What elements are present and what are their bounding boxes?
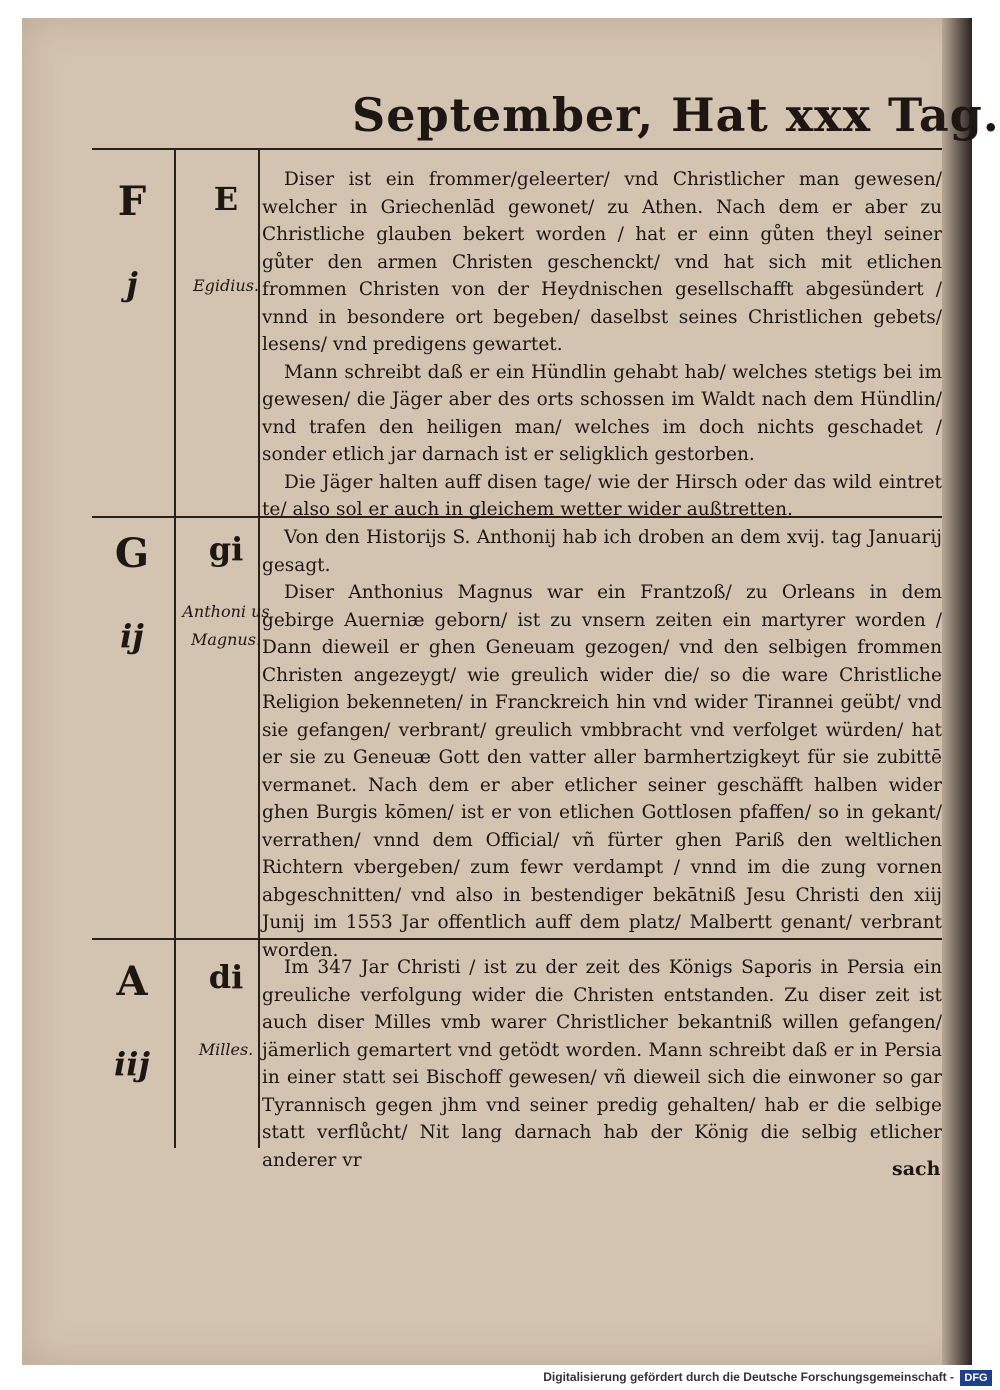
day-number: j xyxy=(126,265,138,303)
day-number: iij xyxy=(114,1045,150,1083)
saint-column-3 xyxy=(180,958,272,1064)
saint-name: Egidius. xyxy=(193,276,259,295)
saint-column-1 xyxy=(180,180,272,300)
page-sheet xyxy=(22,18,1000,1365)
rule-top xyxy=(92,148,942,150)
letter: A xyxy=(116,958,148,1005)
saint-name: Milles. xyxy=(198,1040,254,1059)
letter: F xyxy=(117,178,147,225)
paragraph: Mann schreibt daß er ein Hündlin gehabt hab/ welches stetigs bei im gewesen/ die Jäger aber des orts schossen im Waldt nach dem Hündlin/ vnd trafen den heiligen man/ welches im doch nichts geschadet / sonder etlich jar darnach ist er seligklich gestorben. xyxy=(262,361,942,465)
paragraph: Im 347 Jar Christi / ist zu der zeit des Königs Saporis in Persia ein greuliche verfolgung wider die Christen entstanden. Zu diser zeit ist auch diser Milles vmb warer Christlicher bekantniß willen gefangen/ jämerlich gemartert vnd getödt worden. Mann schreibt daß er in Persia in einer statt sei Bischoff gewesen/ vñ dieweil sich die einwoner so gar Tyrannisch gegen jhm vnd seiner predig gehalten/ hab er die selbige statt verflůcht/ Nit lang darnach hab der König die selbig etlicher anderer vr xyxy=(262,957,942,1171)
dominical-letter-1 xyxy=(92,178,172,303)
paragraph: Von den Historijs S. Anthonij hab ich droben an dem xvij. tag Januarij gesagt. xyxy=(262,527,942,576)
dfg-logo-icon: DFG xyxy=(960,1370,992,1386)
saint-name: Anthoni us Magnus. xyxy=(182,602,270,649)
entry-text-3 xyxy=(262,954,942,1174)
saint-initial: di xyxy=(208,958,244,996)
book-gutter xyxy=(942,18,972,1365)
paragraph: Die Jäger halten auff disen tage/ wie der Hirsch oder das wild eintret te/ also sol er auch in gleichem wetter wider außtretten. xyxy=(262,471,942,520)
dominical-letter-3 xyxy=(92,958,172,1083)
column-rule-1 xyxy=(174,148,176,1148)
entry-text-1 xyxy=(262,166,942,524)
saint-initial: gi xyxy=(208,530,244,568)
paragraph: Diser ist ein frommer/geleerter/ vnd Christlicher man gewesen/ welcher in Griechenlād gewonet/ zu Athen. Nach dem er aber zu Christliche glauben bekert worden / hat er einn gůten theyl seiner gůter den armen Christen geschenckt/ vnd hat sich mit etlichen frommen Christen von der Heydnischen gesellschafft abgesündert / vnnd in besondere ort begeben/ daselbst seines Christlichen gebets/ lesens/ vnd predigens gewartet. xyxy=(262,169,942,355)
digitization-footer xyxy=(0,1367,1000,1390)
catchword: sach xyxy=(892,1158,941,1180)
letter: G xyxy=(114,530,150,577)
day-number: ij xyxy=(120,617,144,655)
dominical-letter-2 xyxy=(92,530,172,655)
page-title: September, Hat xxx Tag. xyxy=(352,88,1000,142)
paragraph: Diser Anthonius Magnus war ein Frantzoß/ zu Orleans in dem gebirge Auerniæ geborn/ ist zu vnsern zeiten ein martyrer worden / Dann dieweil er ghen Geneuam gezogen/ vnd den selbigen frommen Christen angezeygt/ wie greulich wider die/ so die ware Christliche Religion bekenneten/ in Franckreich hin vnd wider Tirannei geübt/ vnd sie gefangen/ verbrant/ greulich vmbbracht vnd verfolget würden/ hat er sie zu Geneuæ Gott den vatter aller barmhertzigkeyt für sie zubittē vermanet. Nach dem er aber etlicher seiner geschäfft halben wider ghen Burgis kōmen/ ist er von etlichen Gottlosen pfaffen/ so in gekant/ verrathen/ vnnd dem Official/ vñ fürter ghen Pariß den weltlichen Richtern vbergeben/ zum fewr verdampt / vnnd im die zung vornen abgeschnitten/ vnd also in bestendiger bekātniß Jesu Christi den xiij Junij im 1553 Jar offentlich auff dem platz/ Malbertt genant/ verbrant worden. xyxy=(262,582,942,961)
saint-column-2 xyxy=(180,530,272,654)
saint-initial: E xyxy=(213,180,239,218)
footer-credit: Digitalisierung gefördert durch die Deutsche Forschungsgemeinschaft - xyxy=(543,1370,954,1384)
entry-text-2 xyxy=(262,524,942,964)
